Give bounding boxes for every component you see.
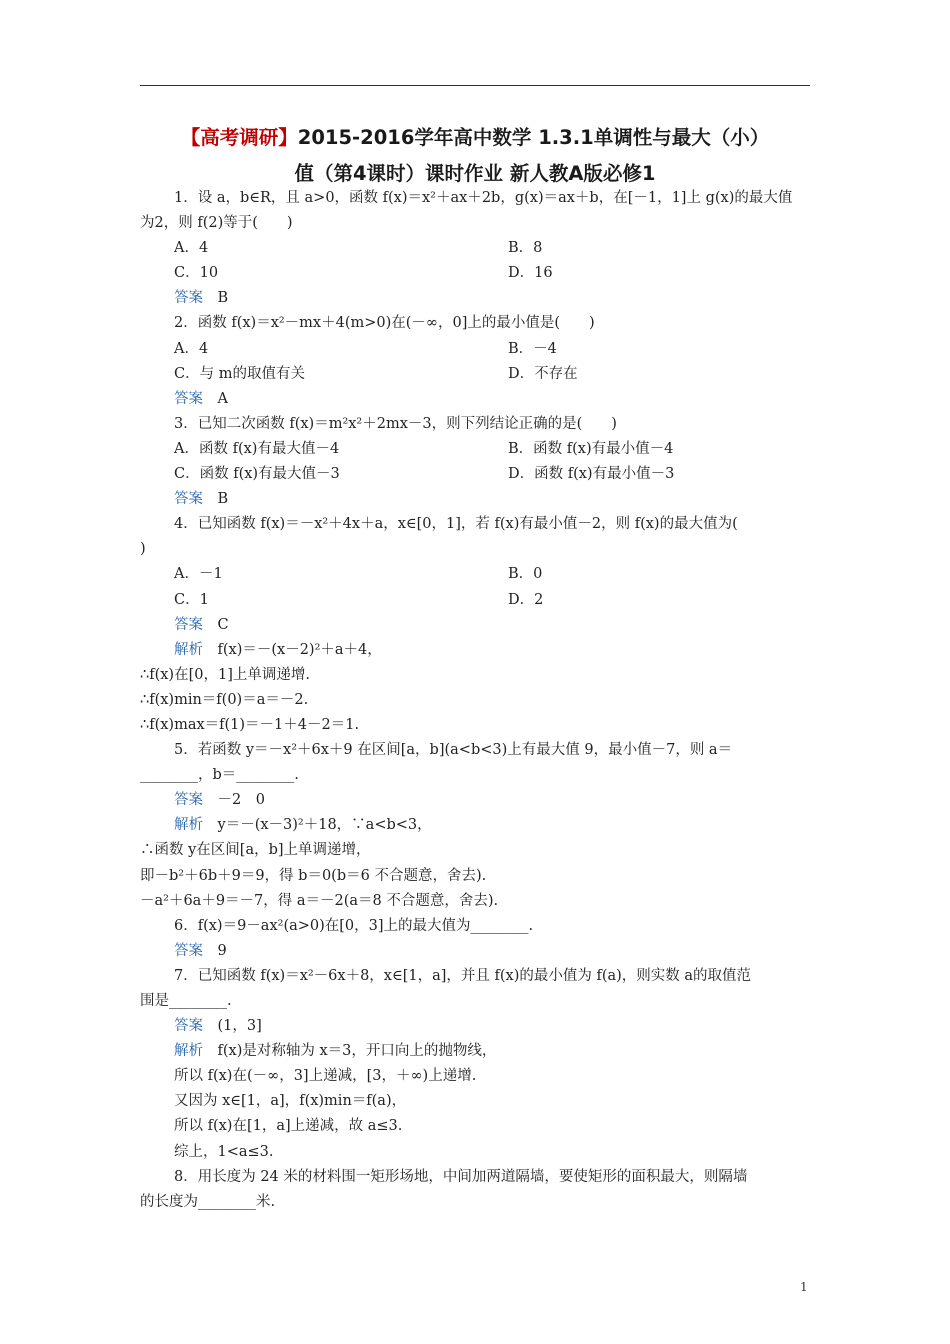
page-number: 1 — [800, 1280, 808, 1294]
section-label: 答案 — [174, 491, 203, 508]
text-line: 3．已知二次函数 f(x)＝m²x²＋2mx－3，则下列结论正确的是( ) — [174, 415, 617, 432]
text-line: 5．若函数 y＝－x²＋6x＋9 在区间[a，b](a<b<3)上有最大值 9，最小值－7，则 a＝ — [174, 742, 733, 759]
answer-options-row — [140, 462, 810, 487]
text-line: 综上，1<a≤3. — [174, 1143, 274, 1160]
text-line: ∴f(x)在[0，1]上单调递增. — [140, 666, 310, 683]
option-right: B．8 — [508, 240, 543, 257]
option-left: A．－1 — [174, 566, 223, 583]
section-text: f(x)＝－(x－2)²＋a＋4， — [217, 641, 382, 658]
title-bracket-label: 【高考调研】 — [180, 126, 298, 149]
text-line: 所以 f(x)在[1，a]上递减，故 a≤3. — [174, 1118, 403, 1135]
text-line: 6．f(x)＝9－ax²(a>0)在[0，3]上的最大值为________. — [174, 917, 534, 934]
analysis-line — [140, 813, 810, 838]
option-right: D．16 — [508, 265, 553, 282]
option-right: B．0 — [508, 566, 543, 583]
answer-line — [140, 1014, 810, 1039]
option-right: B．函数 f(x)有最小值－4 — [508, 440, 674, 457]
answer-line — [140, 487, 810, 512]
text-line: 又因为 x∈[1，a]，f(x)min＝f(a)， — [174, 1093, 407, 1110]
text-line: ∴f(x)min＝f(0)＝a＝－2. — [140, 691, 309, 708]
answer-line — [140, 788, 810, 813]
text-line: 即－b²＋6b＋9＝9，得 b＝0(b＝6 不合题意，舍去). — [140, 867, 487, 884]
section-label: 答案 — [174, 390, 203, 407]
text-line: 1．设 a，b∈R，且 a>0，函数 f(x)＝x²＋ax＋2b，g(x)＝ax＋b，在[－1，1]上 g(x)的最大值 — [174, 190, 793, 206]
header-rule — [140, 85, 810, 86]
section-label: 答案 — [174, 616, 203, 633]
text-line: 8．用长度为 24 米的材料围一矩形场地，中间加两道隔墙，要使矩形的面积最大，则隔墙 — [174, 1168, 748, 1185]
section-text: B — [217, 491, 229, 508]
section-text: －2 0 — [217, 792, 265, 809]
text-line: 2．函数 f(x)＝x²－mx＋4(m>0)在(－∞，0]上的最小值是( ) — [174, 315, 595, 332]
title-text: 2015-2016学年高中数学 1.3.1单调性与最大（小） — [297, 126, 770, 149]
section-label: 解析 — [174, 641, 203, 658]
option-left: A．4 — [174, 240, 209, 257]
section-text: C — [217, 616, 229, 633]
option-right: D．函数 f(x)有最小值－3 — [508, 466, 675, 483]
answer-options-row — [140, 562, 810, 587]
document-title-line-1 — [140, 122, 810, 150]
section-label: 解析 — [174, 817, 203, 834]
text-line: 为2，则 f(2)等于( ) — [140, 215, 293, 232]
analysis-line — [140, 1039, 810, 1064]
answer-options-row — [140, 437, 810, 462]
answer-line — [140, 613, 810, 638]
answer-line — [140, 286, 810, 311]
answer-options-row — [140, 362, 810, 387]
answer-line — [140, 939, 810, 964]
option-right: B．－4 — [508, 340, 557, 357]
section-label: 解析 — [174, 1043, 203, 1060]
section-text: f(x)是对称轴为 x＝3，开口向上的抛物线， — [217, 1043, 497, 1060]
answer-options-row — [140, 261, 810, 286]
document-body — [140, 186, 810, 1215]
answer-options-row — [140, 588, 810, 613]
text-line: ) — [140, 541, 146, 558]
option-right: D．不存在 — [508, 365, 578, 382]
section-text: y＝－(x－3)²＋18，∵a<b<3， — [217, 817, 432, 834]
document-title-line-2: 值（第4课时）课时作业 新人教A版必修1 — [294, 162, 656, 185]
text-line: 7．已知函数 f(x)＝x²－6x＋8，x∈[1，a]，并且 f(x)的最小值为 f(a)，则实数 a的取值范 — [174, 967, 752, 984]
section-text: B — [217, 290, 229, 307]
text-line: －a²＋6a＋9＝－7，得 a＝－2(a＝8 不合题意，舍去). — [140, 892, 499, 909]
option-left: A．4 — [174, 340, 209, 357]
section-label: 答案 — [174, 290, 203, 307]
section-text: 9 — [217, 942, 227, 959]
answer-line — [140, 387, 810, 412]
option-left: C．函数 f(x)有最大值－3 — [174, 466, 340, 483]
section-text: A — [217, 390, 228, 407]
answer-options-row — [140, 337, 810, 362]
text-line: 4．已知函数 f(x)＝－x²＋4x＋a，x∈[0，1]，若 f(x)有最小值－2，则 f(x)的最大值为( — [174, 516, 738, 533]
section-label: 答案 — [174, 942, 203, 959]
text-line: 所以 f(x)在(－∞，3]上递减，[3，＋∞)上递增. — [174, 1068, 477, 1085]
option-left: C．10 — [174, 265, 219, 282]
section-label: 答案 — [174, 1018, 203, 1035]
text-line: ________，b＝________. — [140, 767, 299, 784]
section-label: 答案 — [174, 792, 203, 809]
section-text: (1，3] — [217, 1018, 262, 1035]
text-line: 围是________. — [140, 993, 232, 1009]
option-right: D．2 — [508, 591, 544, 608]
analysis-line — [140, 638, 810, 663]
option-left: A．函数 f(x)有最大值－4 — [174, 440, 340, 457]
answer-options-row — [140, 236, 810, 261]
option-left: C．1 — [174, 591, 209, 608]
option-left: C．与 m的取值有关 — [174, 365, 305, 382]
text-line: ∴f(x)max＝f(1)＝－1＋4－2＝1. — [140, 716, 360, 733]
text-line: 的长度为________米. — [140, 1193, 276, 1210]
text-line: ∴函数 y在区间[a，b]上单调递增， — [140, 842, 371, 859]
